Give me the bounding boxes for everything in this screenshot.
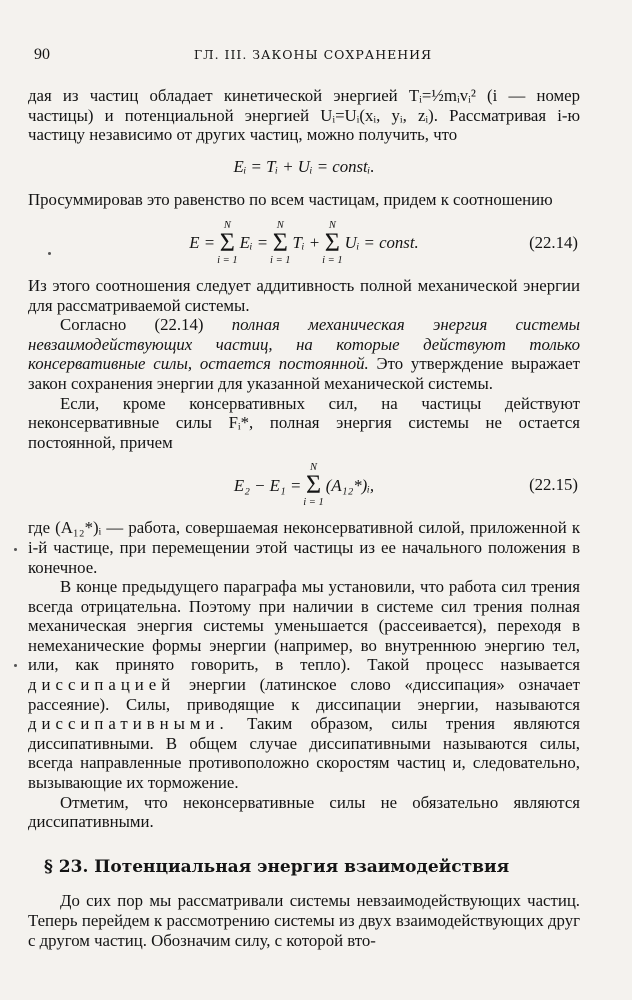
spaced-term: диссипацией [28,675,176,695]
sum-symbol: N Σ i = 1 [270,219,291,266]
print-speck [48,252,51,255]
formula-lhs: E = [189,233,216,253]
print-speck [14,548,17,551]
page-body [28,86,580,950]
paragraph: Просуммировав это равенство по всем частицам, придем к соотношению [28,190,553,210]
paragraph: Согласно (22.14) полная механическая энергия системы невзаимодействующих частиц, на которые действуют только консервативные силы, остается постоянной. Это утверждение выражает закон сохранения энергии для указанной механической системы. [28,315,580,393]
chapter-title: ГЛ. III. ЗАКОНЫ СОХРАНЕНИЯ [193,47,433,62]
sum-symbol: N Σ i = 1 [217,219,238,266]
paragraph: До сих пор мы рассматривали системы невзаимодействующих частиц. Теперь перейдем к рассмотрению системы из двух взаимодействующих друг с другом частиц. Обозначим силу, с которой вто- [28,891,580,950]
formula-22-14 [28,218,580,268]
running-header [34,46,592,64]
formula-22-15 [28,460,580,510]
equation-number: (22.14) [529,233,578,253]
paragraph: Если, кроме консервативных сил, на частицы действуют неконсервативные силы Fᵢ*, полная энергия системы не остается постоянной, причем [28,393,580,452]
paragraph: Из этого соотношения следует аддитивность полной механической энергии для рассматриваемой системы. [28,275,580,315]
formula-term: Tᵢ + [292,233,321,253]
print-speck [14,664,17,667]
formula-term: (A₁₂*)ᵢ, [325,475,375,495]
paragraph: В конце предыдущего параграфа мы установили, что работа сил трения всегда отрицательна. Поэтому при наличии в системе сил трения полная механическая энергия системы уменьшается (рассеивается), переходя в немеханические формы энергии (например, во внутреннюю энергию тел, или, как принято говорить, в тепло). Такой процесс называется диссипацией энергии (латинское слово «диссипация» означает рассеяние). Силы, приводящие к диссипации энергии, называются диссипативными. Таким образом, силы трения являются диссипативными. В общем случае диссипативными называются силы, всегда направленные противоположно скоростям частиц и, следовательно, вызывающие их торможение. [28,577,580,793]
emphasis-text: полная механическая энергия системы невзаимодействующих частиц, на которые действуют только консервативные силы, остается постоянной. [28,315,580,374]
section-heading: § 23. Потенциальная энергия взаимодействия [44,856,510,877]
formula-term: Eᵢ = [239,233,269,253]
spaced-term: диссипативными. [28,714,229,734]
equation-number: (22.15) [529,475,578,495]
sum-symbol: N Σ i = 1 [303,462,324,509]
paragraph: Отметим, что неконсервативные силы не обязательно являются диссипативными. [28,792,580,832]
formula-energy-particle: Eᵢ = Tᵢ + Uᵢ = constᵢ. [233,156,375,176]
formula-term: Uᵢ = const. [344,233,419,253]
sum-symbol: N Σ i = 1 [322,219,343,266]
page-number: 90 [34,46,50,63]
paragraph: где (A₁₂*)ᵢ — работа, совершаемая неконсервативной силой, приложенной к i-й частице, при перемещении этой частицы из ее начального положения в конечное. [28,518,580,577]
paragraph: дая из частиц обладает кинетической энергией Tᵢ=½mᵢvᵢ² (i — номер частицы) и потенциальной энергией Uᵢ=Uᵢ(xᵢ, yᵢ, zᵢ). Рассматривая i-ю частицу независимо от других частиц, можно получить, что [28,86,580,145]
formula-lhs: E₂ − E₁ = [233,475,302,495]
